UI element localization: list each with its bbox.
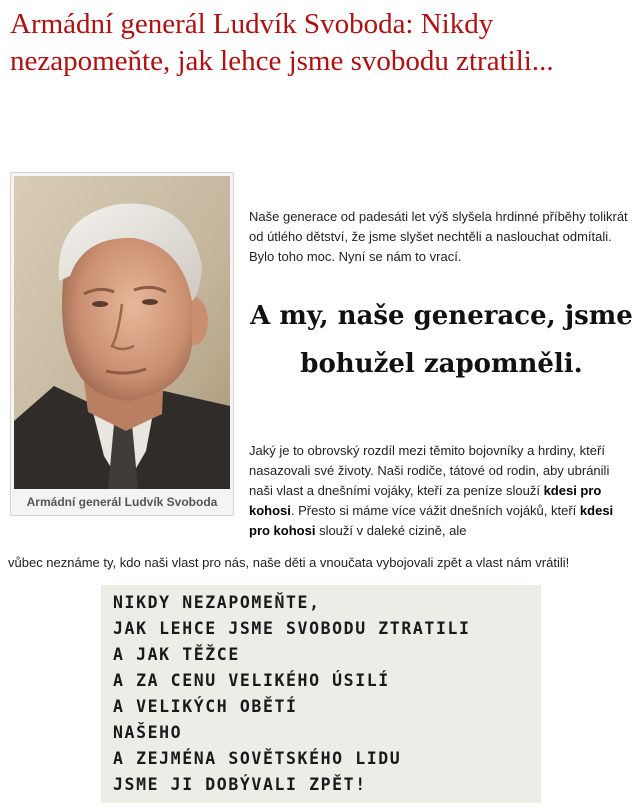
portrait-photo	[14, 176, 230, 489]
body-emphasis: kdesi pro kohosi	[249, 503, 614, 538]
body-emphasis: kdesi pro kohosi	[249, 483, 602, 518]
quote-poster	[101, 585, 541, 803]
pull-quote: A my, naše generace, jsme bohužel zapomněli.	[250, 301, 633, 379]
poster-line: A VELIKÝCH OBĚTÍ	[113, 697, 298, 716]
body-paragraph	[249, 441, 634, 541]
poster-line: JAK LEHCE JSME SVOBODU ZTRATILI	[113, 619, 471, 638]
photo-caption: Armádní generál Ludvík Svoboda	[26, 495, 218, 509]
poster-line: A JAK TĚŽCE	[113, 645, 240, 664]
poster-line: A ZA CENU VELIKÉHO ÚSILÍ	[113, 671, 390, 690]
poster-line: NIKDY NEZAPOMEŇTE,	[113, 593, 321, 612]
photo-figure	[10, 172, 234, 516]
body-paragraph-continued	[8, 553, 634, 573]
poster-line: JSME JI DOBÝVALI ZPĚT!	[113, 775, 367, 794]
body-text: Jaký je to obrovský rozdíl mezi těmito bojovníky a hrdiny, kteří nasazovali své životy. Naši rodiče, tátové od rodin, aby ubránili naši vlast a dnešními vojáky, kteří za peníze slouží	[249, 443, 610, 498]
body-text: vůbec neznáme ty, kdo naši vlast pro nás, naše děti a vnoučata vybojovali zpět a vlast nám vrátili!	[8, 555, 570, 570]
poster-line: NAŠEHO	[113, 723, 183, 742]
article-title: Armádní generál Ludvík Svoboda: Nikdy nezapomeňte, jak lehce jsme svobodu ztratili...	[10, 8, 554, 77]
body-text: . Přesto si máme více vážit dnešních vojáků, kteří	[290, 503, 580, 518]
poster-line: A ZEJMÉNA SOVĚTSKÉHO LIDU	[113, 749, 402, 768]
intro-paragraph: Naše generace od padesáti let výš slyšela hrdinné příběhy tolikrát od útlého dětství, že jsme slyšet nechtěli a naslouchat odmítali. Bylo toho moc. Nyní se nám to vrací.	[249, 209, 628, 264]
body-text: slouží v daleké cizině, ale	[315, 523, 467, 538]
